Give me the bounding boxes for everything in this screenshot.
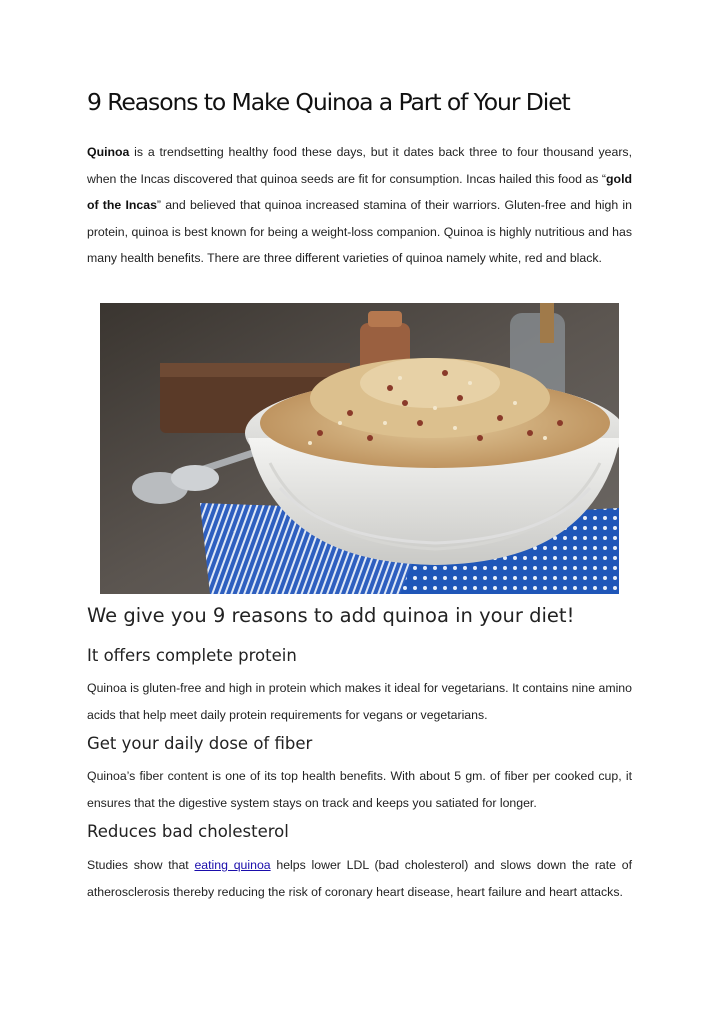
reason-text-cholesterol [87, 852, 632, 905]
intro-paragraph [87, 139, 632, 272]
page-title: 9 Reasons to Make Quinoa a Part of Your Diet [87, 88, 570, 116]
intro-text-2: ” and believed that quinoa increased stamina of their warriors. Gluten-free and high in protein, quinoa is best known for being a weight-loss companion. Quinoa is highly nutritious and has many health benefits. There are three different varieties of quinoa namely white, red and black. [87, 198, 632, 266]
quinoa-bowl-photo [100, 303, 619, 594]
reason-heading-fiber: Get your daily dose of fiber [87, 734, 313, 753]
intro-text-1: is a trendsetting healthy food these days, but it dates back three to four thousand years, when the Incas discovered that quinoa seeds are fit for consumption. Incas hailed this food as “ [87, 145, 632, 186]
section-heading: We give you 9 reasons to add quinoa in your diet! [87, 604, 575, 627]
reason-text-cholesterol-1: Studies show that [87, 858, 195, 872]
intro-quote-bold: gold of the Incas [87, 171, 632, 213]
reason-text-fiber: Quinoa’s fiber content is one of its top health benefits. With about 5 gm. of fiber per cooked cup, it ensures that the digestive system stays on track and keeps you satiated for longer. [87, 769, 632, 810]
reason-text-cholesterol-2: helps lower LDL (bad cholesterol) and slows down the rate of atherosclerosis thereby reducing the risk of coronary heart disease, heart failure and heart attacks. [87, 858, 632, 899]
reason-heading-protein: It offers complete protein [87, 646, 297, 665]
intro-lead-bold: Quinoa [87, 145, 130, 159]
reason-heading-cholesterol: Reduces bad cholesterol [87, 822, 289, 841]
reason-text-protein: Quinoa is gluten-free and high in protein which makes it ideal for vegetarians. It contains nine amino acids that help meet daily protein requirements for vegans or vegetarians. [87, 681, 632, 722]
eating-quinoa-link[interactable]: eating quinoa [194, 858, 271, 872]
